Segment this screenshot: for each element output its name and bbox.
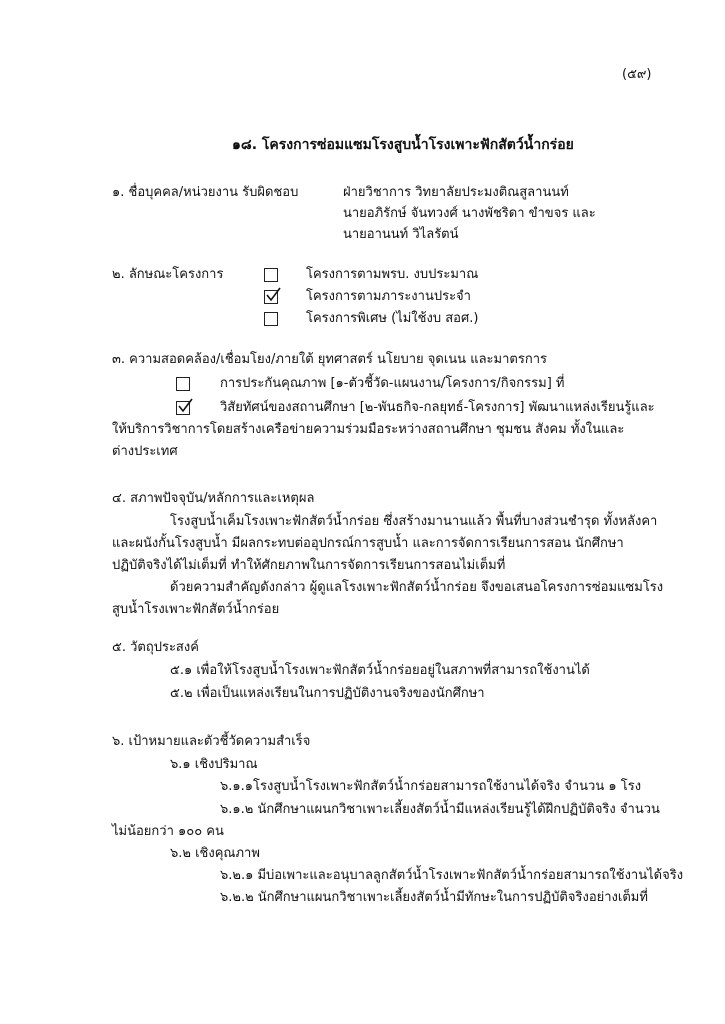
paragraph-line: ต่างประเทศ — [112, 444, 178, 459]
section2-label: ๒. ลักษณะโครงการ — [112, 267, 224, 282]
paragraph-line: สูบน้ำโรงเพาะฟักสัตว์น้ำกร่อย — [112, 602, 280, 617]
option-label: โครงการตามพรบ. งบประมาณ — [306, 267, 479, 282]
section1-line: นายอภิรักษ์ จันทวงศ์ นางพัชริดา ขำขจร และ — [343, 206, 596, 221]
paragraph-line: โรงสูบน้ำเค็มโรงเพาะฟักสัตว์น้ำกร่อย ซึ่งสร้างมานานแล้ว พื้นที่บางส่วนชำรุด ทั้งหลังคา — [170, 514, 658, 529]
list-item: ๖.๒.๑ มีบ่อเพาะและอนุบาลลูกสัตว์น้ำโรงเพาะฟักสัตว์น้ำกร่อยสามารถใช้งานได้จริง — [220, 868, 684, 883]
subsection-label: ๖.๑ เชิงปริมาณ — [170, 757, 258, 772]
list-item: ๕.๑ เพื่อให้โรงสูบน้ำโรงเพาะฟักสัตว์น้ำกร่อยอยู่ในสภาพที่สามารถใช้งานได้ — [170, 663, 590, 678]
checkbox-budget-project[interactable] — [264, 268, 278, 282]
document-title: ๑๘. โครงการซ่อมแซมโรงสูบน้ำโรงเพาะฟักสัตว์น้ำกร่อย — [232, 137, 574, 153]
section5-label: ๕. วัตถุประสงค์ — [112, 640, 199, 655]
option-label: การประกันคุณภาพ [๑-ตัวชี้วัด-แผนงาน/โครงการ/กิจกรรม] ที่ — [220, 376, 565, 391]
paragraph-line: และผนังกั้นโรงสูบน้ำ มีผลกระทบต่ออุปกรณ์การสูบน้ำ และการจัดการเรียนการสอน นักศึกษา — [112, 536, 624, 551]
paragraph-line: ให้บริการวิชาการโดยสร้างเครือข่ายความร่วมมือระหว่างสถานศึกษา ชุมชน สังคม ทั้งในและ — [112, 422, 625, 437]
check-mark-icon — [177, 398, 193, 414]
section1-line: นายอานนท์ วิไลรัตน์ — [343, 227, 459, 242]
paragraph-line: ด้วยความสำคัญดังกล่าว ผู้ดูแลโรงเพาะฟักสัตว์น้ำกร่อย จึงขอเสนอโครงการซ่อมแซมโรง — [170, 580, 664, 595]
section1-line: ฝ่ายวิชาการ วิทยาลัยประมงติณสูลานนท์ — [343, 185, 569, 200]
list-item: ๖.๒.๒ นักศึกษาแผนกวิชาเพาะเลี้ยงสัตว์น้ำมีทักษะในการปฏิบัติจริงอย่างเต็มที่ — [220, 890, 648, 905]
section6-label: ๖. เป้าหมายและตัวชี้วัดความสำเร็จ — [112, 734, 311, 749]
checkbox-quality-assurance[interactable] — [176, 377, 190, 391]
section4-label: ๔. สภาพปัจจุบัน/หลักการและเหตุผล — [112, 491, 315, 506]
checkbox-institution-vision[interactable] — [176, 401, 190, 415]
check-mark-icon — [265, 287, 281, 303]
section3-label: ๓. ความสอดคล้อง/เชื่อมโยง/ภายใต้ ยุทศาสตร์ นโยบาย จุดเนน และมาตรการ — [112, 352, 547, 367]
list-item: ๕.๒ เพื่อเป็นแหล่งเรียนในการปฏิบัติงานจริงของนักศึกษา — [170, 686, 485, 701]
paragraph-line: ปฏิบัติจริงได้ไม่เต็มที่ ทำให้ศักยภาพในการจัดการเรียนการสอนไม่เต็มที่ — [112, 558, 506, 573]
subsection-label: ๖.๒ เชิงคุณภาพ — [170, 846, 260, 861]
checkbox-routine-project[interactable] — [264, 290, 278, 304]
section1-label: ๑. ชื่อบุคคล/หน่วยงาน รับผิดชอบ — [112, 185, 299, 200]
list-item: ๖.๑.๒ นักศึกษาแผนกวิชาเพาะเลี้ยงสัตว์น้ำมีแหล่งเรียนรู้ได้ฝึกปฏิบัติจริง จำนวน — [220, 802, 660, 817]
checkbox-special-project[interactable] — [264, 312, 278, 326]
list-item: ไม่น้อยกว่า ๑๐๐ คน — [112, 824, 224, 839]
option-label: วิสัยทัศน์ของสถานศึกษา [๒-พันธกิจ-กลยุทธ์-โครงการ] พัฒนาแหล่งเรียนรู้และ — [220, 400, 655, 415]
option-label: โครงการตามภาระงานประจำ — [306, 289, 471, 304]
page-number: (๕๙) — [622, 67, 652, 82]
list-item: ๖.๑.๑โรงสูบน้ำโรงเพาะฟักสัตว์น้ำกร่อยสามารถใช้งานได้จริง จำนวน ๑ โรง — [220, 779, 642, 794]
option-label: โครงการพิเศษ (ไม่ใช้งบ สอศ.) — [306, 311, 479, 326]
